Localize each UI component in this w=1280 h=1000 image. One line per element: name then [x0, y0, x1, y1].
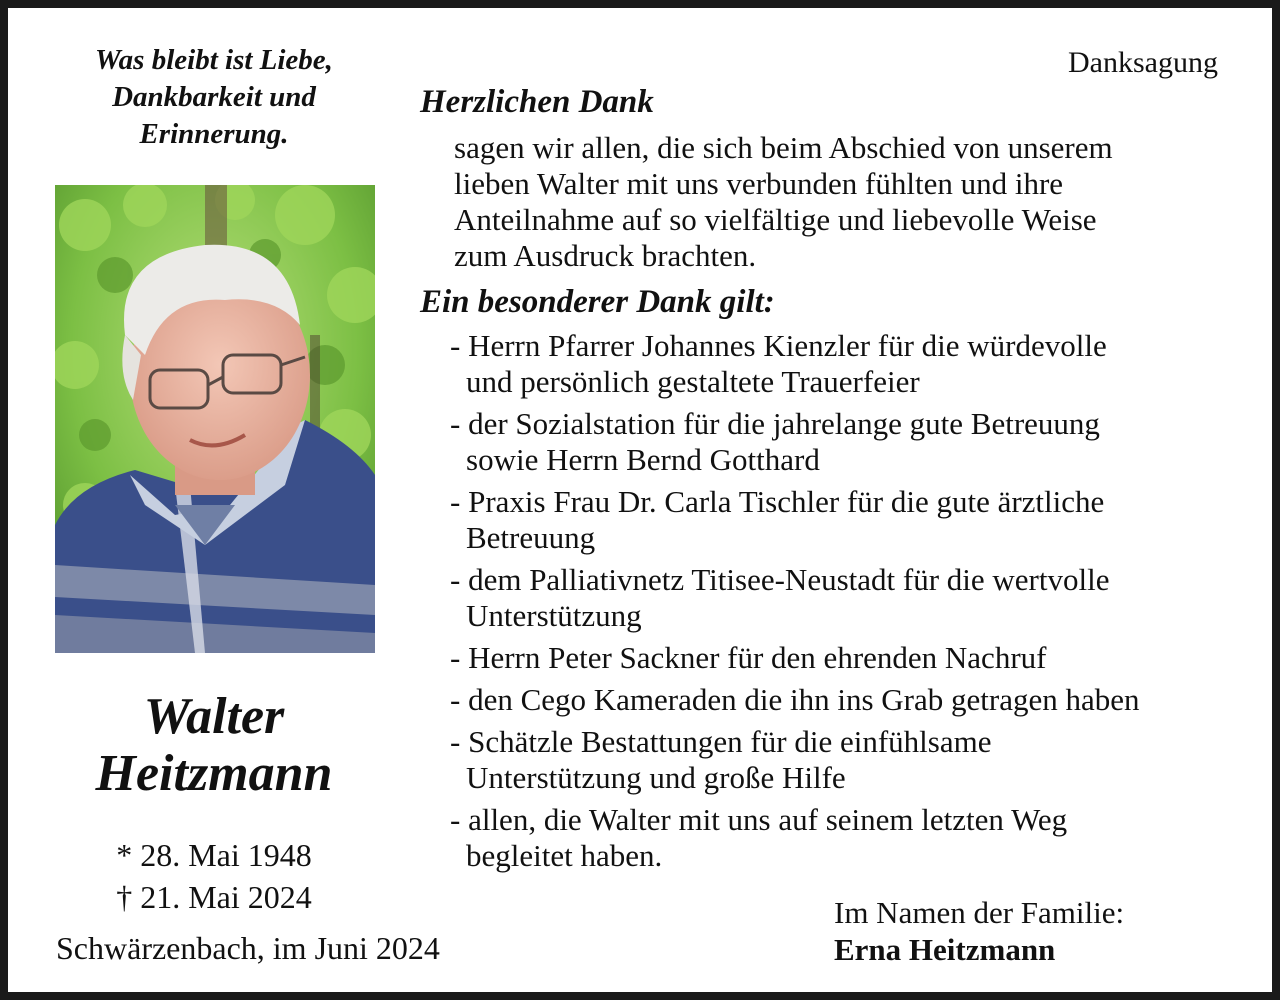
list-item	[450, 484, 1250, 556]
intro-line: sagen wir allen, die sich beim Abschied von unserem	[454, 130, 1113, 165]
motto-line: Erinnerung.	[139, 118, 289, 150]
list-item-line: - den Cego Kameraden die ihn ins Grab getragen haben	[450, 682, 1140, 717]
signer-name: Erna Heitzmann	[834, 932, 1056, 967]
intro-line: lieben Walter mit uns verbunden fühlten und ihre	[454, 166, 1064, 201]
heading: Herzlichen Dank	[420, 84, 654, 120]
list-item-line: Betreuung	[466, 520, 596, 555]
deceased-name	[44, 688, 384, 802]
list-item	[450, 406, 1250, 478]
list-item-line: und persönlich gestaltete Trauerfeier	[466, 364, 920, 399]
birth-date: * 28. Mai 1948	[116, 837, 312, 873]
death-date: † 21. Mai 2024	[116, 879, 312, 915]
motto-line: Was bleibt ist Liebe,	[95, 44, 333, 76]
list-item-line: - allen, die Walter mit uns auf seinem letzten Weg	[450, 802, 1068, 837]
list-item-line: Unterstützung	[466, 598, 642, 633]
list-item-line: - Herrn Peter Sackner für den ehrenden Nachruf	[450, 640, 1047, 675]
list-item-line: - Herrn Pfarrer Johannes Kienzler für die würdevolle	[450, 328, 1107, 363]
list-item-line: Unterstützung und große Hilfe	[466, 760, 846, 795]
family-label: Im Namen der Familie:	[834, 895, 1125, 930]
intro-line: Anteilnahme auf so vielfältige und liebevolle Weise	[454, 202, 1097, 237]
life-dates	[74, 834, 354, 918]
list-item-line: begleitet haben.	[466, 838, 663, 873]
family-signature	[834, 894, 1124, 968]
list-item-line: - Schätzle Bestattungen für die einfühlsame	[450, 724, 992, 759]
last-name: Heitzmann	[95, 745, 333, 802]
list-item	[450, 802, 1250, 874]
list-item	[450, 724, 1250, 796]
list-item	[450, 682, 1250, 718]
subheading: Ein besonderer Dank gilt:	[420, 284, 775, 320]
intro-line: zum Ausdruck brachten.	[454, 238, 757, 273]
list-item	[450, 328, 1250, 400]
list-item-line: - Praxis Frau Dr. Carla Tischler für die gute ärztliche	[450, 484, 1105, 519]
portrait-photo	[55, 185, 375, 653]
notice-type: Danksagung	[1068, 46, 1218, 79]
motto	[54, 42, 374, 153]
thanks-list	[450, 328, 1250, 880]
list-item-line: sowie Herrn Bernd Gotthard	[466, 442, 820, 477]
motto-line: Dankbarkeit und	[112, 81, 316, 113]
place-and-date: Schwärzenbach, im Juni 2024	[56, 930, 440, 966]
first-name: Walter	[143, 688, 285, 745]
list-item-line: - dem Palliativnetz Titisee-Neustadt für die wertvolle	[450, 562, 1110, 597]
list-item-line: - der Sozialstation für die jahrelange gute Betreuung	[450, 406, 1100, 441]
intro-text	[454, 130, 1244, 274]
list-item	[450, 640, 1250, 676]
list-item	[450, 562, 1250, 634]
